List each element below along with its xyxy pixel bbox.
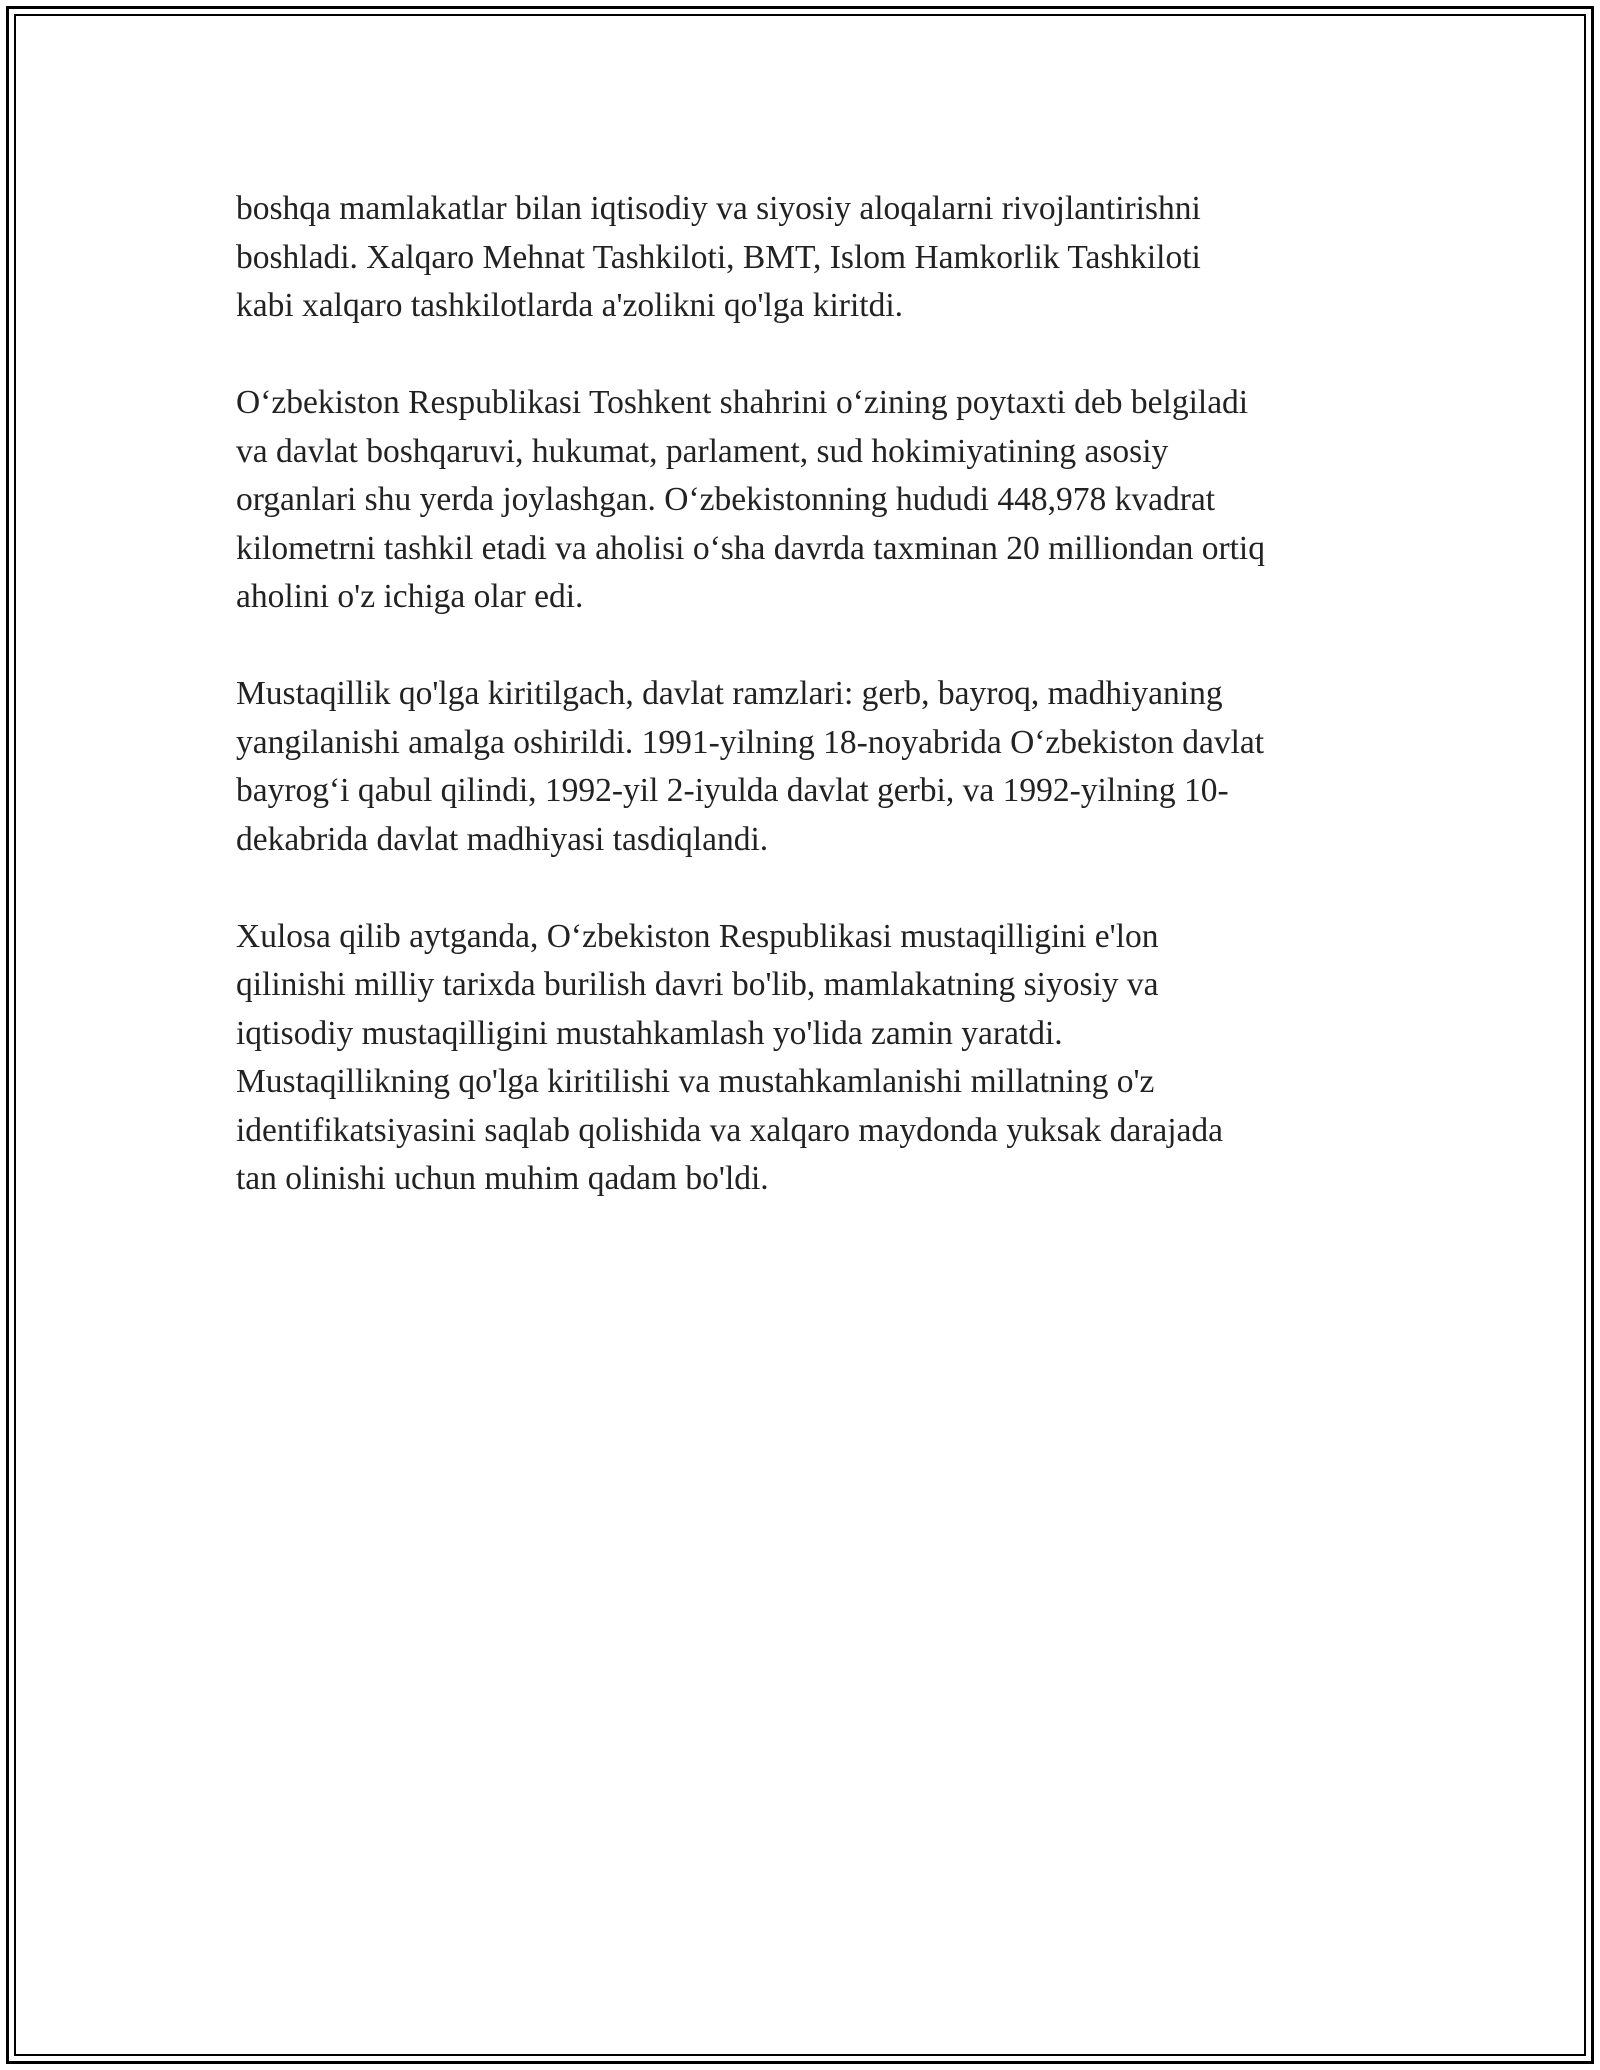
paragraph-conclusion: [236, 913, 1376, 1204]
text-line: aholini o'z ichiga olar edi.: [236, 578, 584, 615]
text-line: boshqa mamlakatlar bilan iqtisodiy va siyosiy aloqalarni rivojlantirishni: [236, 190, 1201, 227]
text-line: kilometrni tashkil etadi va aholisi oʻsha davrda taxminan 20 milliondan ortiq: [236, 529, 1265, 567]
text-line: yangilanishi amalga oshirildi. 1991-yilning 18-noyabrida Oʻzbekiston davlat: [236, 723, 1265, 761]
text-line: qilinishi milliy tarixda burilish davri bo'lib, mamlakatning siyosiy va: [236, 966, 1159, 1003]
text-line: identifikatsiyasini saqlab qolishida va xalqaro maydonda yuksak darajada: [236, 1111, 1224, 1149]
text-line: iqtisodiy mustaqilligini mustahkamlash yo'lida zamin yaratdi.: [236, 1014, 1063, 1052]
text-line: organlari shu yerda joylashgan. Oʻzbekistonning hududi 448,978 kvadrat: [236, 481, 1216, 518]
text-line: Mustaqillik qo'lga kiritilgach, davlat ramzlari: gerb, bayroq, madhiyaning: [236, 675, 1223, 712]
paragraph-state-symbols: [236, 670, 1376, 864]
text-line: dekabrida davlat madhiyasi tasdiqlandi.: [236, 820, 769, 858]
text-line: kabi xalqaro tashkilotlarda a'zolikni qo'lga kiritdi.: [236, 287, 904, 324]
text-line: boshladi. Xalqaro Mehnat Tashkiloti, BMT, Islom Hamkorlik Tashkiloti: [236, 238, 1201, 276]
paragraph-foreign-relations: [236, 185, 1376, 331]
text-line: Oʻzbekiston Respublikasi Toshkent shahrini oʻzining poytaxti deb belgiladi: [236, 384, 1249, 421]
paragraph-capital: [236, 379, 1376, 622]
text-line: va davlat boshqaruvi, hukumat, parlament, sud hokimiyatining asosiy: [236, 432, 1169, 470]
document-body: [236, 185, 1376, 1252]
text-line: Mustaqillikning qo'lga kiritilishi va mustahkamlanishi millatning o'z: [236, 1063, 1155, 1100]
text-line: tan olinishi uchun muhim qadam bo'ldi.: [236, 1160, 769, 1197]
text-line: Xulosa qilib aytganda, Oʻzbekiston Respublikasi mustaqilligini e'lon: [236, 917, 1159, 955]
text-line: bayrogʻi qabul qilindi, 1992-yil 2-iyulda davlat gerbi, va 1992-yilning 10-: [236, 772, 1229, 809]
